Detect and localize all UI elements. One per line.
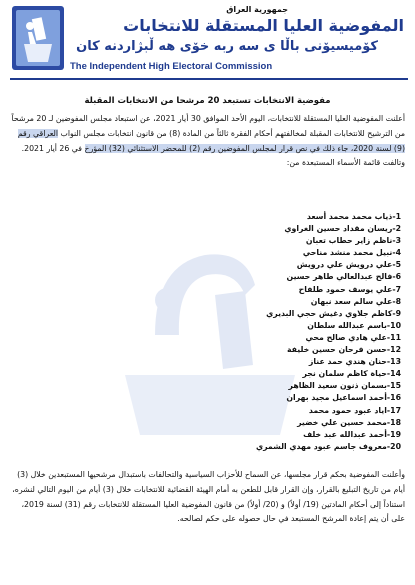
candidate-list-item xyxy=(71,356,401,368)
candidate-name: حنان هندي حمد عناز xyxy=(308,357,387,367)
candidate-number: 10- xyxy=(386,320,401,330)
commission-logo xyxy=(10,4,66,72)
candidate-name: أحمد اسماعيل مجيد بهران xyxy=(286,393,387,403)
letterhead xyxy=(10,4,408,92)
candidate-number: 1- xyxy=(392,212,401,221)
candidate-list-item xyxy=(71,247,401,259)
candidate-list-item xyxy=(71,320,401,332)
candidate-number: 3- xyxy=(392,236,401,246)
candidate-name: ذياب محمد محمد أسعد xyxy=(306,212,393,221)
candidate-number: 11- xyxy=(386,332,401,342)
commission-name-arabic: المفوضية العليا المستقلة للانتخابات xyxy=(123,16,404,35)
candidate-number: 5- xyxy=(392,260,401,270)
candidate-list-item xyxy=(71,417,401,429)
commission-name-english: The Independent High Electoral Commission xyxy=(70,61,273,72)
candidate-name: أحمد عبدالله عبد خلف xyxy=(303,429,387,439)
candidate-number: 9- xyxy=(392,308,401,318)
candidate-number: 4- xyxy=(392,248,401,258)
candidate-name: ريسان مقداد حسين الغراوي xyxy=(284,224,393,234)
candidate-name: علي سالم سعد نبهان xyxy=(310,296,393,306)
candidate-number: 7- xyxy=(392,284,401,294)
candidate-name: محمد حسين علي خضير xyxy=(297,417,387,427)
candidate-name: حياة كاظم سلمان نجر xyxy=(302,369,387,379)
candidate-list-item xyxy=(71,380,401,392)
candidate-name: فالح عبدالعالي طاهر حسين xyxy=(286,272,393,282)
commission-name-kurdish: كۆمیسیۆنی باڵا ی سه ربه خۆی هه ڵبژاردنه كان xyxy=(76,39,378,54)
candidate-name: علي هادي صالح محي xyxy=(305,332,387,342)
candidate-name: كاظم جلاوي دغيش حجي البديري xyxy=(266,308,393,318)
candidate-number: 17- xyxy=(386,405,401,415)
candidate-list-item xyxy=(71,429,401,441)
candidate-number: 8- xyxy=(392,296,401,306)
candidate-list-item xyxy=(71,405,401,417)
intro-paragraph xyxy=(10,112,405,171)
candidate-name: علي درويش علي درويش xyxy=(296,260,393,270)
intro-text-part2: في 26 أيار 2021. وتالفت قائمة الأسماء المستبعدة من: xyxy=(21,143,405,168)
candidate-name: علي يوسف حمود طلفاح xyxy=(298,284,393,294)
candidate-number: 14- xyxy=(386,369,401,379)
candidate-list-item xyxy=(71,235,401,247)
intro-text-part1: أعلنت المفوضية العليا المستقلة للانتخابات، اليوم الأحد الموافق 30 أيار 2021، عن استبعاد مجلس المفوضين لـ 20 مرشحاً من الترشيح للانتخابات المقبلة لمخالفتهم أحكام الفقرة ثالثاً من المادة (8) من قانون انتخابات مجلس النواب xyxy=(11,114,405,138)
intro-highlighted-text: العراقي رقم (9) لسنة 2020، جاء ذلك في نص قرار لمجلس المفوضين رقم (2) للمحضر الاستثنائي (32) المؤرخ xyxy=(17,128,405,153)
candidate-number: 2- xyxy=(392,224,401,234)
candidate-number: 6- xyxy=(392,272,401,282)
candidate-list-item xyxy=(71,271,401,283)
candidate-name: ناظم زاير حطاب تعبان xyxy=(305,236,393,246)
article-title: مفوضية الانتخابات تستبعد 20 مرشحا من الانتخابات المقبلة xyxy=(84,96,331,106)
candidate-list-item xyxy=(71,441,401,453)
candidate-list-item xyxy=(71,223,401,235)
candidate-name: نبيل محمد منشد مناحي xyxy=(302,248,393,258)
candidate-list-item xyxy=(71,392,401,404)
excluded-candidates-list xyxy=(71,211,401,453)
candidate-name: معروف جاسم عبود مهدي الشمري xyxy=(255,441,387,451)
candidate-list-item xyxy=(71,368,401,380)
candidate-name: حسن فرحان حسين خليفة xyxy=(286,345,387,355)
candidate-number: 15- xyxy=(386,381,401,391)
candidate-number: 19- xyxy=(386,429,401,439)
candidate-list-item xyxy=(71,296,401,308)
candidate-list-item xyxy=(71,308,401,320)
candidate-list-item xyxy=(71,211,401,223)
closing-paragraph: وأعلنت المفوضية بحكم قرار مجلسها، عن السماح للأحزاب السياسية والتحالفات باستبدال مرشحيها المستبعدين خلال (3) أيام من تاريخ التبليغ بالقرار، وإن القرار قابل للطعن به أمام الهيئة القضائية للانتخابات خلال (3) أيام من اليوم التالي لنشره، استناداً إلى أحكام المادتين (19/ أولاً) و (20/ أولاً) من قانون المفوضية العليا المستقلة للانتخابات رقم (31) لسنة 2019، على أن يتم إعادة المرشح المستبعد في حال حصوله على حكم لصالحه. xyxy=(12,470,405,524)
candidate-number: 18- xyxy=(386,417,401,427)
candidate-number: 13- xyxy=(386,357,401,367)
candidate-name: اياد عبود حمود محمد xyxy=(308,405,387,415)
candidate-list-item xyxy=(71,259,401,271)
candidate-name: بسمان ذنون سعيد الظاهر xyxy=(288,381,387,391)
candidate-number: 20- xyxy=(386,441,401,451)
candidate-list-item xyxy=(71,284,401,296)
candidate-number: 12- xyxy=(386,345,401,355)
candidate-name: باسم عبدالله سلطان xyxy=(307,320,387,330)
candidate-list-item xyxy=(71,332,401,344)
candidate-list-item xyxy=(71,344,401,356)
header-divider xyxy=(10,78,408,80)
candidate-number: 16- xyxy=(386,393,401,403)
country-name: جمهورية العراق xyxy=(226,5,288,14)
